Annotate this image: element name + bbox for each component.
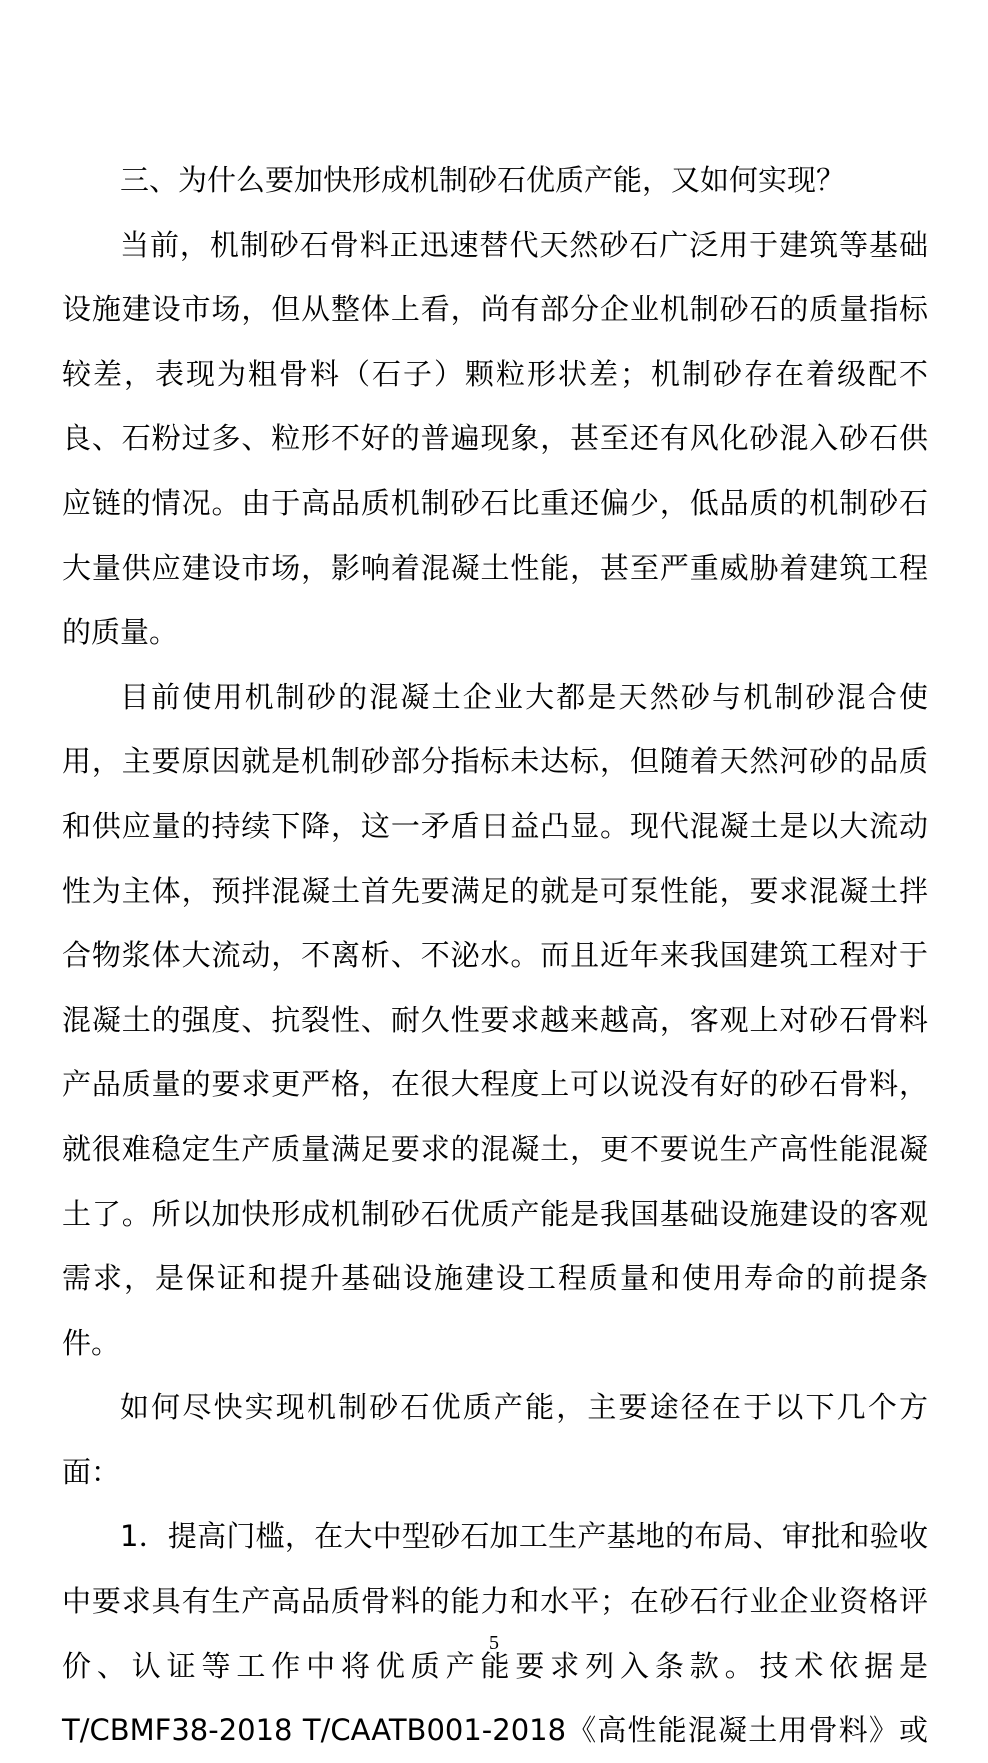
paragraph-concrete-demand: 目前使用机制砂的混凝土企业大都是天然砂与机制砂混合使用，主要原因就是机制砂部分指标未达标，但随着天然河砂的品质和供应量的持续下降，这一矛盾日益凸显。现代混凝土是以大流动性为主体，预拌混凝土首先要满足的就是可泵性能，要求混凝土拌合物浆体大流动，不离析、不泌水。而且近年来我国建筑工程对于混凝土的强度、抗裂性、耐久性要求越来越高，客观上对砂石骨料产品质量的要求更严格，在很大程度上可以说没有好的砂石骨料，就很难稳定生产质量满足要求的混凝土，更不要说生产高性能混凝土了。所以加快形成机制砂石优质产能是我国基础设施建设的客观需求，是保证和提升基础设施建设工程质量和使用寿命的前提条件。 [62,679,928,1360]
paragraph-item-1: 1．提高门槛，在大中型砂石加工生产基地的布局、审批和验收中要求具有生产高品质骨料的能力和水平；在砂石行业企业资格评价、认证等工作中将优质产能要求列入条款。技术依据是T/CBMF38-2018 T/CAATB001-2018《高性能混凝土用骨料》或 [62,1519,928,1748]
paragraph-current-situation: 当前，机制砂石骨料正迅速替代天然砂石广泛用于建筑等基础设施建设市场，但从整体上看，尚有部分企业机制砂石的质量指标较差，表现为粗骨料（石子）颗粒形状差；机制砂存在着级配不良、石粉过多、粒形不好的普遍现象，甚至还有风化砂混入砂石供应链的情况。由于高品质机制砂石比重还偏少，低品质的机制砂石大量供应建设市场，影响着混凝土性能，甚至严重威胁着建筑工程的质量。 [62,227,928,650]
page-number: 5 [489,1632,499,1654]
document-body [62,148,928,1763]
paragraph-approach-intro: 如何尽快实现机制砂石优质产能，主要途径在于以下几个方面： [62,1390,928,1489]
section-heading: 三、为什么要加快形成机制砂石优质产能，又如何实现？ [120,163,846,197]
